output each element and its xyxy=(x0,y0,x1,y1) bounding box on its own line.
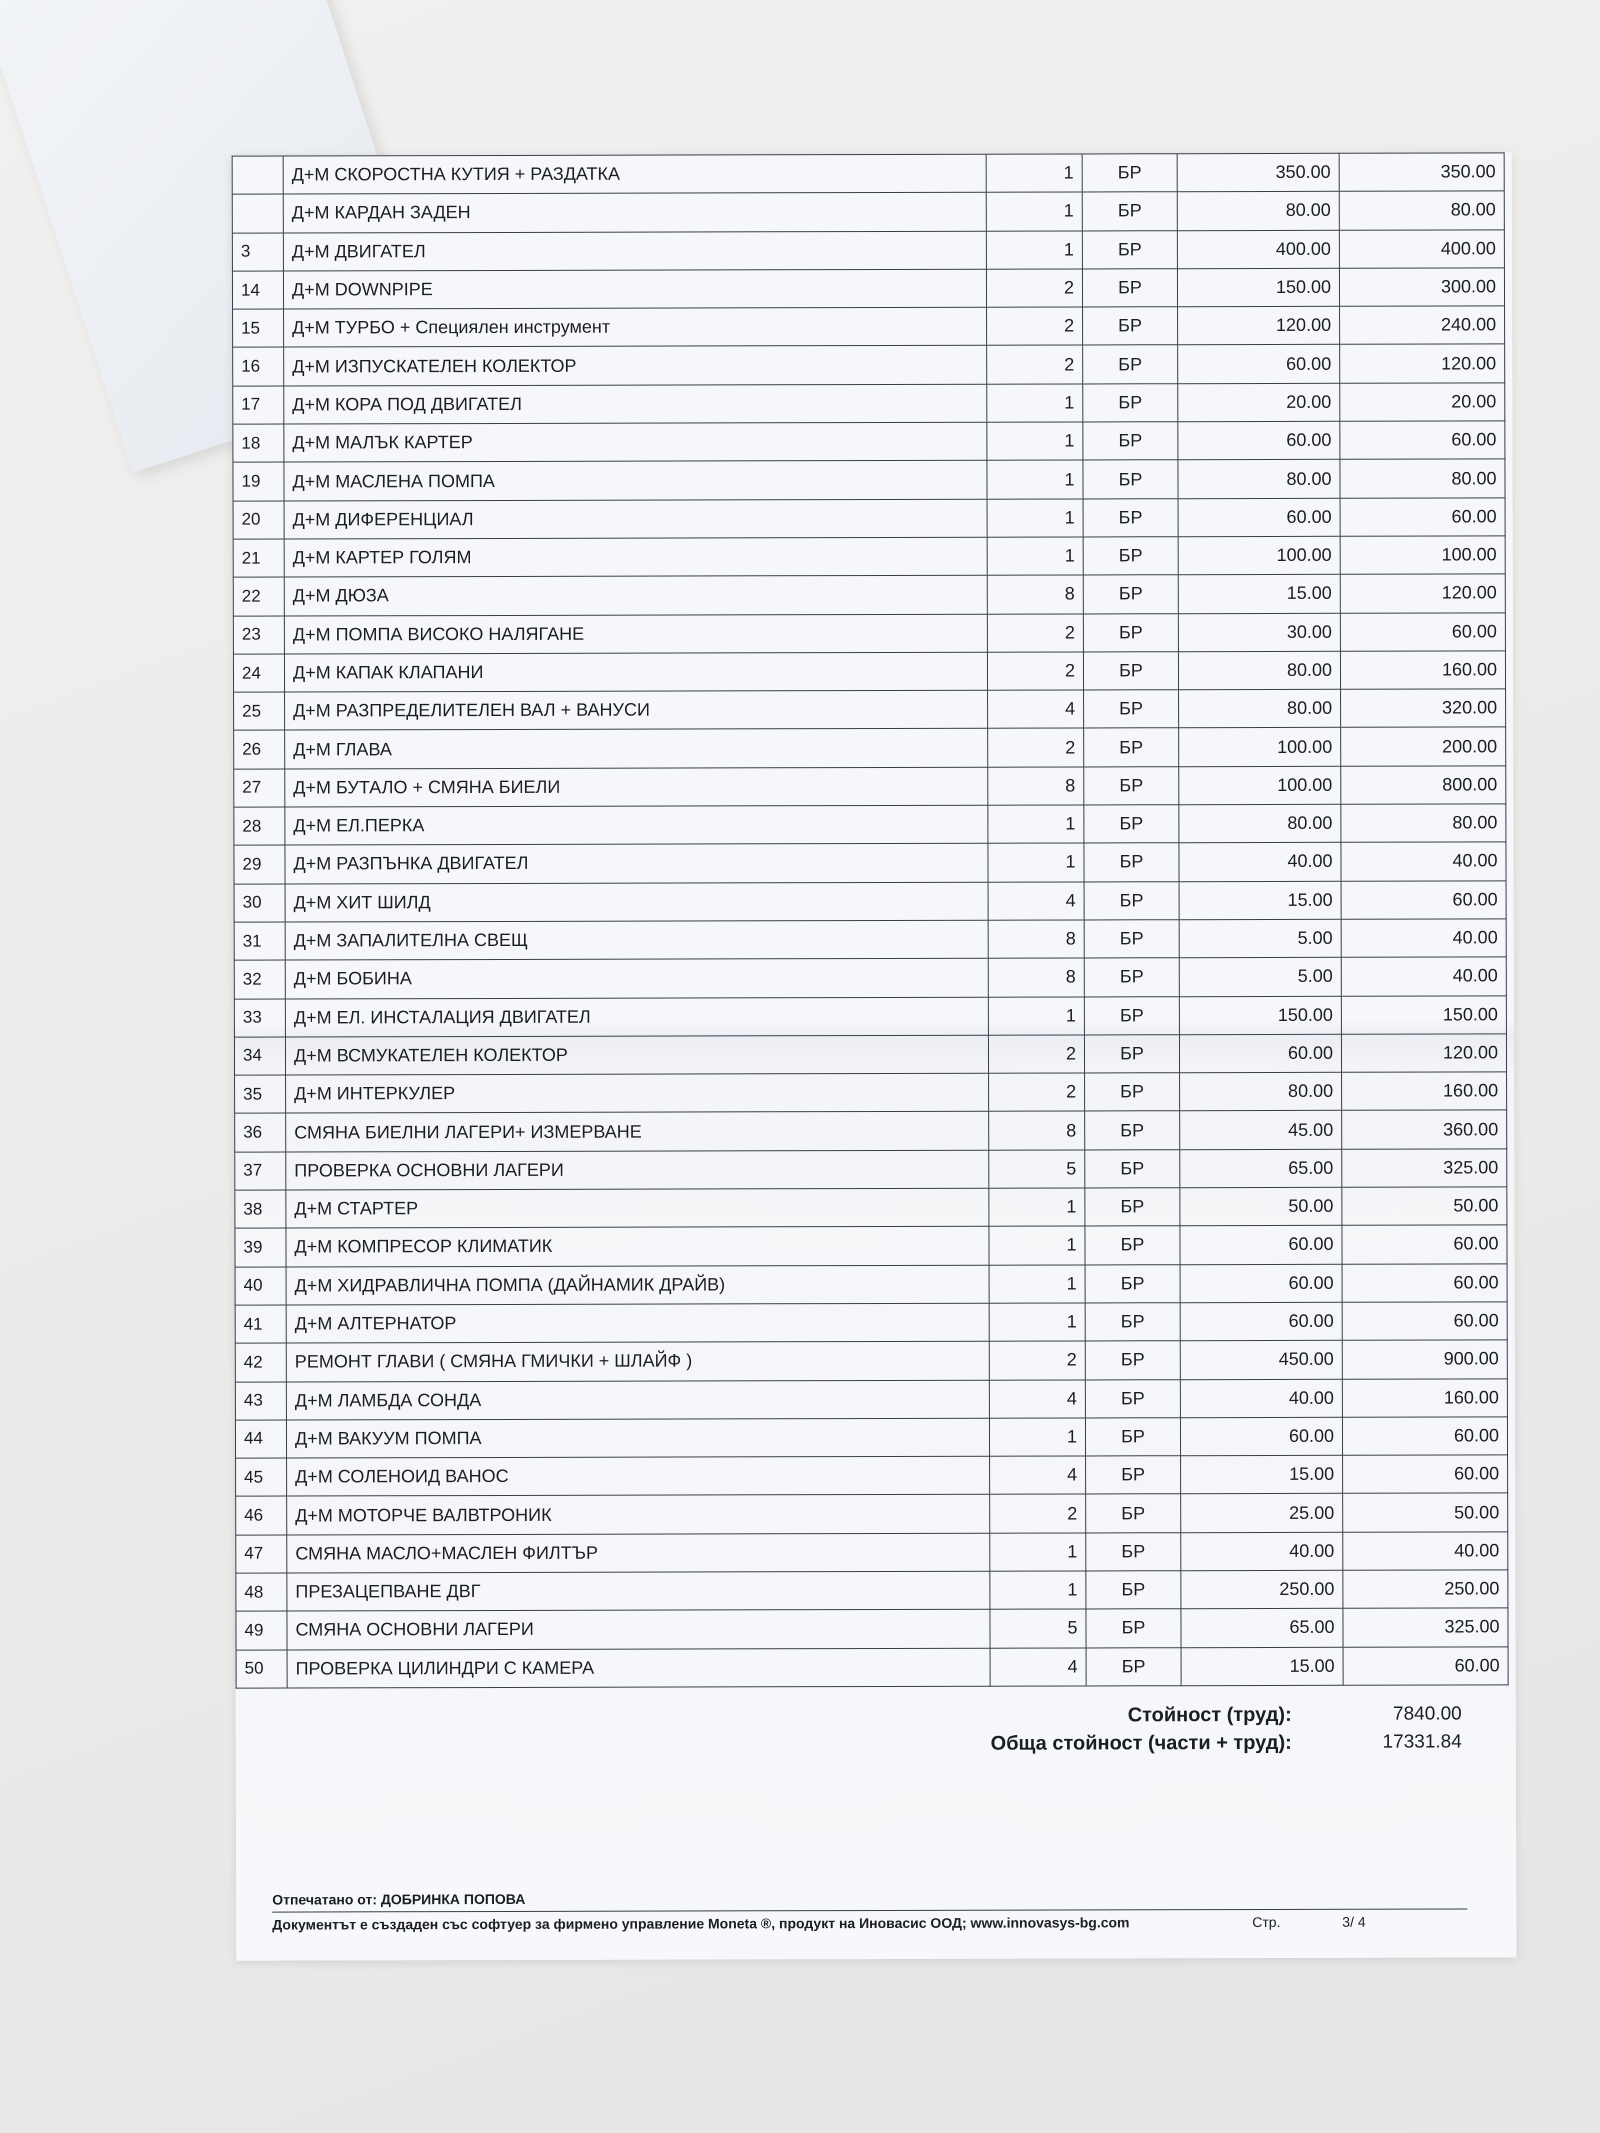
item-unit-price: 5.00 xyxy=(1179,919,1341,958)
item-quantity: 8 xyxy=(989,1111,1085,1150)
item-unit-price: 400.00 xyxy=(1177,230,1339,269)
item-unit: БР xyxy=(1083,613,1178,652)
table-row xyxy=(235,1378,1507,1420)
item-unit: БР xyxy=(1085,1111,1180,1150)
item-description: Д+М ГЛАВА xyxy=(285,729,988,769)
item-quantity: 4 xyxy=(988,690,1084,729)
items-table-body xyxy=(232,153,1508,1688)
item-unit-price: 80.00 xyxy=(1178,651,1340,690)
table-row xyxy=(234,766,1506,808)
item-quantity: 2 xyxy=(987,345,1083,384)
item-line-total: 80.00 xyxy=(1341,804,1506,843)
row-number: 30 xyxy=(234,884,285,922)
row-number: 31 xyxy=(234,922,285,960)
item-line-total: 320.00 xyxy=(1341,689,1506,728)
item-quantity: 4 xyxy=(990,1648,1086,1687)
item-unit: БР xyxy=(1083,652,1178,691)
item-unit-price: 30.00 xyxy=(1178,613,1340,652)
item-line-total: 40.00 xyxy=(1343,1532,1508,1571)
item-description: Д+М ДВИГАТЕЛ xyxy=(283,231,986,271)
item-unit-price: 40.00 xyxy=(1181,1532,1343,1571)
item-line-total: 20.00 xyxy=(1340,383,1505,422)
table-row xyxy=(233,459,1505,501)
table-row xyxy=(236,1455,1508,1497)
table-row xyxy=(234,804,1506,846)
item-description: Д+М ЕЛ. ИНСТАЛАЦИЯ ДВИГАТЕЛ xyxy=(285,997,988,1037)
item-quantity: 4 xyxy=(990,1456,1086,1495)
row-number: 40 xyxy=(235,1267,286,1305)
item-quantity: 8 xyxy=(987,575,1083,614)
item-unit-price: 20.00 xyxy=(1178,383,1340,422)
row-number: 18 xyxy=(233,424,284,462)
item-unit: БР xyxy=(1083,575,1178,614)
table-row xyxy=(232,153,1504,195)
item-description: Д+М ВСМУКАТЕЛЕН КОЛЕКТОР xyxy=(285,1035,988,1075)
table-row xyxy=(234,727,1506,769)
item-line-total: 160.00 xyxy=(1342,1378,1507,1417)
table-row xyxy=(233,306,1505,348)
page-footer xyxy=(272,1888,1472,1932)
item-description: Д+М МОТОРЧЕ ВАЛВТРОНИК xyxy=(287,1495,990,1535)
item-description: Д+М ИЗПУСКАТЕЛЕН КОЛЕКТОР xyxy=(284,346,987,386)
printed-by: Отпечатано от: ДОБРИНКА ПОПОВА xyxy=(272,1890,526,1908)
item-unit: БР xyxy=(1085,1341,1180,1380)
item-description: Д+М РАЗПЪНКА ДВИГАТЕЛ xyxy=(285,844,988,884)
item-unit-price: 50.00 xyxy=(1180,1187,1342,1226)
item-quantity: 1 xyxy=(989,1265,1085,1304)
item-line-total: 325.00 xyxy=(1342,1149,1507,1188)
grand-total-label: Обща стойност (части + труд): xyxy=(990,1731,1292,1755)
item-quantity: 1 xyxy=(989,1226,1085,1265)
item-unit-price: 15.00 xyxy=(1178,575,1340,614)
item-line-total: 50.00 xyxy=(1343,1493,1508,1532)
item-quantity: 2 xyxy=(990,1494,1086,1533)
item-unit: БР xyxy=(1084,920,1179,959)
item-quantity: 4 xyxy=(988,882,1084,921)
item-line-total: 60.00 xyxy=(1340,498,1505,537)
item-quantity: 1 xyxy=(987,384,1083,423)
item-unit: БР xyxy=(1085,1226,1180,1265)
item-unit-price: 80.00 xyxy=(1178,460,1340,499)
item-unit: БР xyxy=(1083,537,1178,576)
row-number: 19 xyxy=(233,462,284,500)
table-row xyxy=(234,842,1506,884)
table-row xyxy=(236,1570,1508,1612)
item-line-total: 100.00 xyxy=(1340,536,1505,575)
item-quantity: 1 xyxy=(989,1188,1085,1227)
page-number-value: 3/ 4 xyxy=(1342,1913,1366,1930)
table-row xyxy=(232,268,1504,310)
row-number xyxy=(232,156,283,194)
item-unit-price: 60.00 xyxy=(1178,421,1340,460)
item-quantity: 1 xyxy=(989,1418,1085,1457)
table-row xyxy=(233,612,1505,654)
row-number: 44 xyxy=(235,1420,286,1458)
item-unit-price: 65.00 xyxy=(1181,1609,1343,1648)
grand-total-line xyxy=(762,1728,1462,1758)
item-line-total: 80.00 xyxy=(1340,459,1505,498)
item-unit: БР xyxy=(1086,1571,1181,1610)
item-line-total: 120.00 xyxy=(1340,344,1505,383)
item-line-total: 60.00 xyxy=(1340,612,1505,651)
item-line-total: 160.00 xyxy=(1342,1072,1507,1111)
item-quantity: 1 xyxy=(987,499,1083,538)
table-row xyxy=(235,1417,1507,1459)
item-unit-price: 150.00 xyxy=(1179,996,1341,1035)
item-description: ПРЕЗАЦЕПВАНЕ ДВГ xyxy=(287,1571,990,1611)
table-row xyxy=(234,1034,1506,1076)
item-description: Д+М КАРТЕР ГОЛЯМ xyxy=(284,537,987,577)
table-row xyxy=(236,1646,1508,1688)
row-number: 29 xyxy=(234,845,285,883)
totals-block xyxy=(762,1700,1462,1758)
item-unit: БР xyxy=(1083,422,1178,461)
footer-divider xyxy=(272,1908,1467,1912)
item-description: Д+М АЛТЕРНАТОР xyxy=(286,1303,989,1343)
item-line-total: 40.00 xyxy=(1341,919,1506,958)
row-number: 33 xyxy=(234,999,285,1037)
table-row xyxy=(234,689,1506,731)
item-unit-price: 60.00 xyxy=(1180,1264,1342,1303)
item-unit-price: 15.00 xyxy=(1179,881,1341,920)
item-line-total: 240.00 xyxy=(1340,306,1505,345)
items-table xyxy=(232,152,1509,1688)
item-description: Д+М МАСЛЕНА ПОМПА xyxy=(284,461,987,501)
item-description: Д+М КАРДАН ЗАДЕН xyxy=(283,193,986,233)
item-unit-price: 15.00 xyxy=(1181,1647,1343,1686)
item-description: ПРОВЕРКА ОСНОВНИ ЛАГЕРИ xyxy=(286,1150,989,1190)
row-number: 46 xyxy=(236,1496,287,1534)
item-quantity: 1 xyxy=(988,843,1084,882)
table-row xyxy=(235,1302,1507,1344)
item-unit: БР xyxy=(1084,690,1179,729)
item-line-total: 50.00 xyxy=(1342,1187,1507,1226)
row-number: 15 xyxy=(233,309,284,347)
item-quantity: 5 xyxy=(989,1150,1085,1189)
item-quantity: 8 xyxy=(988,767,1084,806)
item-description: Д+М РАЗПРЕДЕЛИТЕЛЕН ВАЛ + ВАНУСИ xyxy=(285,690,988,730)
item-line-total: 60.00 xyxy=(1342,1302,1507,1341)
item-quantity: 1 xyxy=(988,805,1084,844)
table-row xyxy=(235,1149,1507,1191)
row-number: 20 xyxy=(233,501,284,539)
item-description: Д+М ЗАПАЛИТЕЛНА СВЕЩ xyxy=(285,920,988,960)
item-quantity: 1 xyxy=(987,537,1083,576)
item-description: Д+М ПОМПА ВИСОКО НАЛЯГАНЕ xyxy=(284,614,987,654)
item-unit: БР xyxy=(1085,1379,1180,1418)
table-row xyxy=(232,229,1504,271)
item-description: Д+М КАПАК КЛАПАНИ xyxy=(284,652,987,692)
item-unit-price: 25.00 xyxy=(1181,1494,1343,1533)
row-number: 28 xyxy=(234,807,285,845)
row-number: 24 xyxy=(233,654,284,692)
item-description: Д+М ДИФЕРЕНЦИАЛ xyxy=(284,499,987,539)
item-quantity: 2 xyxy=(989,1341,1085,1380)
item-unit-price: 60.00 xyxy=(1178,345,1340,384)
item-quantity: 8 xyxy=(988,920,1084,959)
table-row xyxy=(236,1532,1508,1574)
item-quantity: 1 xyxy=(989,1303,1085,1342)
item-unit: БР xyxy=(1086,1456,1181,1495)
item-description: Д+М СОЛЕНОИД ВАНОС xyxy=(287,1456,990,1496)
item-line-total: 250.00 xyxy=(1343,1570,1508,1609)
item-unit: БР xyxy=(1083,460,1178,499)
item-description: Д+М ХИТ ШИЛД xyxy=(285,882,988,922)
item-line-total: 800.00 xyxy=(1341,766,1506,805)
item-line-total: 300.00 xyxy=(1339,268,1504,307)
item-unit: БР xyxy=(1086,1494,1181,1533)
item-unit-price: 40.00 xyxy=(1179,843,1341,882)
item-quantity: 1 xyxy=(987,422,1083,461)
item-unit-price: 60.00 xyxy=(1180,1302,1342,1341)
item-unit: БР xyxy=(1084,881,1179,920)
row-number: 50 xyxy=(236,1650,287,1688)
item-description: Д+М DOWNPIPE xyxy=(283,269,986,309)
item-unit-price: 350.00 xyxy=(1177,153,1339,192)
item-line-total: 325.00 xyxy=(1343,1608,1508,1647)
item-quantity: 1 xyxy=(986,192,1082,231)
item-unit-price: 15.00 xyxy=(1181,1455,1343,1494)
item-quantity: 8 xyxy=(988,958,1084,997)
item-description: СМЯНА БИЕЛНИ ЛАГЕРИ+ ИЗМЕРВАНЕ xyxy=(286,1112,989,1152)
row-number: 48 xyxy=(236,1573,287,1611)
row-number: 38 xyxy=(235,1190,286,1228)
table-row xyxy=(234,880,1506,922)
item-unit: БР xyxy=(1086,1647,1181,1686)
item-unit-price: 80.00 xyxy=(1177,192,1339,231)
item-unit: БР xyxy=(1084,996,1179,1035)
item-line-total: 60.00 xyxy=(1341,880,1506,919)
item-unit: БР xyxy=(1083,498,1178,537)
row-number: 35 xyxy=(235,1075,286,1113)
row-number: 17 xyxy=(233,386,284,424)
row-number: 47 xyxy=(236,1535,287,1573)
item-unit: БР xyxy=(1084,1035,1179,1074)
item-unit-price: 80.00 xyxy=(1179,689,1341,728)
row-number: 21 xyxy=(233,539,284,577)
row-number: 36 xyxy=(235,1113,286,1151)
item-unit-price: 250.00 xyxy=(1181,1570,1343,1609)
table-row xyxy=(233,383,1505,425)
item-quantity: 1 xyxy=(990,1533,1086,1572)
table-row xyxy=(236,1493,1508,1535)
table-row xyxy=(233,574,1505,616)
item-line-total: 200.00 xyxy=(1341,727,1506,766)
item-line-total: 60.00 xyxy=(1340,421,1505,460)
item-description: ПРОВЕРКА ЦИЛИНДРИ С КАМЕРА xyxy=(287,1648,990,1688)
item-unit-price: 150.00 xyxy=(1177,268,1339,307)
item-line-total: 60.00 xyxy=(1342,1417,1507,1456)
item-line-total: 360.00 xyxy=(1342,1110,1507,1149)
item-unit: БР xyxy=(1084,958,1179,997)
table-row xyxy=(236,1608,1508,1650)
item-description: Д+М БОБИНА xyxy=(285,958,988,998)
labor-total-line xyxy=(762,1700,1462,1730)
grand-total-value: 17331.84 xyxy=(1382,1731,1462,1753)
item-line-total: 40.00 xyxy=(1341,842,1506,881)
row-number: 37 xyxy=(235,1152,286,1190)
table-row xyxy=(234,957,1506,999)
table-row xyxy=(234,995,1506,1037)
table-row xyxy=(233,498,1505,540)
item-unit-price: 60.00 xyxy=(1180,1417,1342,1456)
item-unit: БР xyxy=(1084,805,1179,844)
item-quantity: 2 xyxy=(987,652,1083,691)
item-quantity: 2 xyxy=(989,1073,1085,1112)
item-description: СМЯНА МАСЛО+МАСЛЕН ФИЛТЪР xyxy=(287,1533,990,1573)
item-line-total: 120.00 xyxy=(1341,1034,1506,1073)
item-line-total: 400.00 xyxy=(1339,229,1504,268)
item-description: Д+М ДЮЗА xyxy=(284,575,987,615)
item-unit: БР xyxy=(1085,1417,1180,1456)
item-description: Д+М БУТАЛО + СМЯНА БИЕЛИ xyxy=(285,767,988,807)
item-quantity: 5 xyxy=(990,1609,1086,1648)
item-line-total: 60.00 xyxy=(1343,1646,1508,1685)
item-unit: БР xyxy=(1084,766,1179,805)
row-number: 25 xyxy=(234,692,285,730)
table-row xyxy=(235,1110,1507,1152)
item-description: СМЯНА ОСНОВНИ ЛАГЕРИ xyxy=(287,1609,990,1649)
item-unit: БР xyxy=(1082,192,1177,231)
item-description: Д+М ТУРБО + Специялен инструмент xyxy=(284,307,987,347)
table-row xyxy=(232,191,1504,233)
item-unit: БР xyxy=(1083,307,1178,346)
item-unit-price: 120.00 xyxy=(1178,306,1340,345)
item-quantity: 1 xyxy=(986,154,1082,193)
item-unit-price: 60.00 xyxy=(1180,1226,1342,1265)
item-line-total: 350.00 xyxy=(1339,153,1504,192)
row-number: 43 xyxy=(235,1382,286,1420)
row-number: 16 xyxy=(233,348,284,386)
item-unit-price: 40.00 xyxy=(1180,1379,1342,1418)
row-number: 34 xyxy=(234,1037,285,1075)
table-row xyxy=(235,1072,1507,1114)
row-number xyxy=(232,194,283,232)
table-row xyxy=(233,344,1505,386)
row-number: 23 xyxy=(233,616,284,654)
item-unit-price: 60.00 xyxy=(1179,1034,1341,1073)
row-number: 22 xyxy=(233,577,284,615)
item-unit-price: 80.00 xyxy=(1179,804,1341,843)
item-unit-price: 100.00 xyxy=(1178,536,1340,575)
item-unit-price: 5.00 xyxy=(1179,958,1341,997)
item-line-total: 60.00 xyxy=(1342,1225,1507,1264)
item-description: Д+М ВАКУУМ ПОМПА xyxy=(286,1418,989,1458)
item-line-total: 160.00 xyxy=(1340,651,1505,690)
item-unit: БР xyxy=(1086,1609,1181,1648)
item-line-total: 150.00 xyxy=(1341,995,1506,1034)
item-unit-price: 100.00 xyxy=(1179,728,1341,767)
item-description: Д+М ИНТЕРКУЛЕР xyxy=(286,1073,989,1113)
item-unit: БР xyxy=(1085,1303,1180,1342)
item-unit: БР xyxy=(1083,345,1178,384)
item-line-total: 60.00 xyxy=(1342,1263,1507,1302)
row-number: 27 xyxy=(234,769,285,807)
item-quantity: 1 xyxy=(987,460,1083,499)
item-quantity: 2 xyxy=(986,269,1082,308)
item-description: Д+М МАЛЪК КАРТЕР xyxy=(284,422,987,462)
item-description: Д+М ЕЛ.ПЕРКА xyxy=(285,805,988,845)
item-unit: БР xyxy=(1082,154,1177,193)
item-description: Д+М СКОРОСТНА КУТИЯ + РАЗДАТКА xyxy=(283,154,986,194)
item-unit: БР xyxy=(1085,1149,1180,1188)
item-quantity: 2 xyxy=(988,728,1084,767)
row-number: 45 xyxy=(236,1458,287,1496)
software-note: Документът е създаден със софтуер за фирмено управление Moneta ®, продукт на Иновасис ООД; www.innovasys-bg.com xyxy=(272,1914,1130,1933)
labor-total-value: 7840.00 xyxy=(1393,1703,1462,1725)
item-line-total: 900.00 xyxy=(1342,1340,1507,1379)
table-row xyxy=(235,1187,1507,1229)
table-row xyxy=(233,651,1505,693)
item-description: Д+М ЛАМБДА СОНДА xyxy=(286,1380,989,1420)
item-unit: БР xyxy=(1086,1532,1181,1571)
row-number: 26 xyxy=(234,730,285,768)
item-quantity: 4 xyxy=(989,1379,1085,1418)
item-unit: БР xyxy=(1085,1073,1180,1112)
row-number: 41 xyxy=(235,1305,286,1343)
item-line-total: 40.00 xyxy=(1341,957,1506,996)
row-number: 49 xyxy=(236,1611,287,1649)
item-description: Д+М ХИДРАВЛИЧНА ПОМПА (ДАЙНАМИК ДРАЙВ) xyxy=(286,1265,989,1305)
item-quantity: 1 xyxy=(990,1571,1086,1610)
item-unit: БР xyxy=(1085,1188,1180,1227)
page-number-label: Стр. xyxy=(1252,1913,1281,1931)
labor-total-label: Стойност (труд): xyxy=(1127,1703,1292,1726)
item-unit-price: 65.00 xyxy=(1180,1149,1342,1188)
item-unit-price: 100.00 xyxy=(1179,766,1341,805)
item-unit-price: 45.00 xyxy=(1180,1111,1342,1150)
table-row xyxy=(233,421,1505,463)
item-unit-price: 450.00 xyxy=(1180,1340,1342,1379)
item-description: Д+М КОМПРЕСОР КЛИМАТИК xyxy=(286,1227,989,1267)
table-row xyxy=(233,536,1505,578)
item-quantity: 2 xyxy=(987,307,1083,346)
item-unit-price: 80.00 xyxy=(1180,1072,1342,1111)
item-description: Д+М КОРА ПОД ДВИГАТЕЛ xyxy=(284,384,987,424)
item-quantity: 1 xyxy=(988,996,1084,1035)
table-row xyxy=(235,1340,1507,1382)
item-unit: БР xyxy=(1082,269,1177,308)
row-number: 42 xyxy=(235,1343,286,1381)
item-unit: БР xyxy=(1084,728,1179,767)
row-number: 14 xyxy=(232,271,283,309)
row-number: 39 xyxy=(235,1228,286,1266)
table-row xyxy=(235,1225,1507,1267)
item-line-total: 60.00 xyxy=(1343,1455,1508,1494)
item-quantity: 2 xyxy=(988,1035,1084,1074)
item-description: Д+М СТАРТЕР xyxy=(286,1188,989,1228)
table-row xyxy=(234,919,1506,961)
item-line-total: 80.00 xyxy=(1339,191,1504,230)
item-unit: БР xyxy=(1082,230,1177,269)
footer-bottom-line xyxy=(272,1913,1472,1932)
item-line-total: 120.00 xyxy=(1340,574,1505,613)
row-number: 32 xyxy=(234,960,285,998)
row-number: 3 xyxy=(232,233,283,271)
item-unit: БР xyxy=(1084,843,1179,882)
item-description: РЕМОНТ ГЛАВИ ( СМЯНА ГМИЧКИ + ШЛАЙФ ) xyxy=(286,1341,989,1381)
item-unit: БР xyxy=(1083,383,1178,422)
item-unit-price: 60.00 xyxy=(1178,498,1340,537)
item-unit: БР xyxy=(1085,1264,1180,1303)
document-page xyxy=(232,152,1517,1960)
item-quantity: 2 xyxy=(987,614,1083,653)
table-row xyxy=(235,1263,1507,1305)
item-quantity: 1 xyxy=(986,231,1082,270)
